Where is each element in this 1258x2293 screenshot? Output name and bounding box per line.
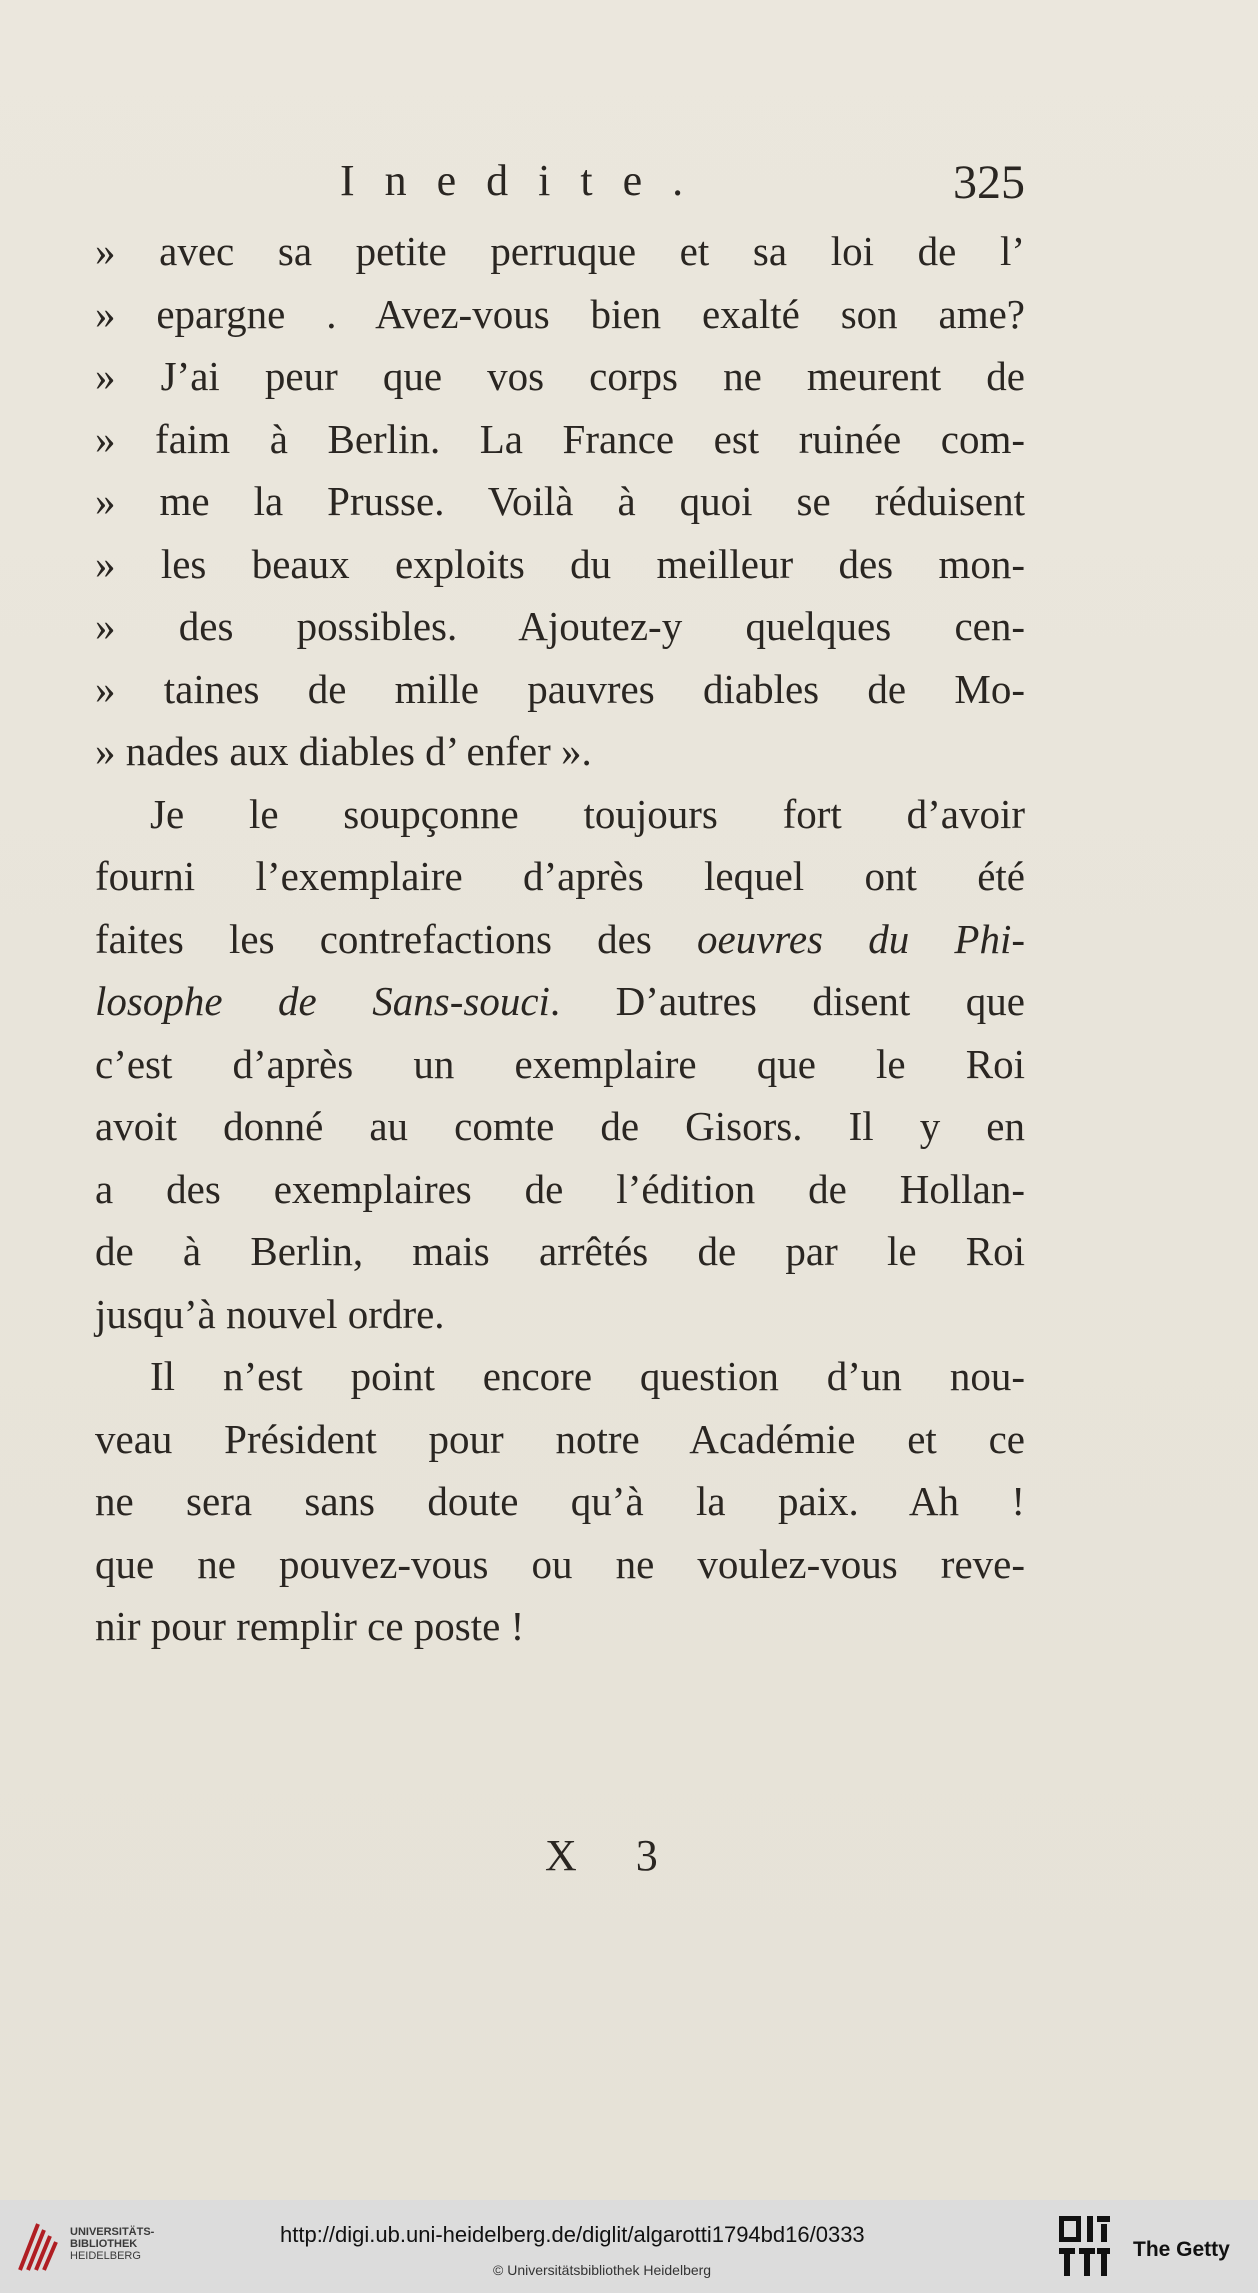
text-line: a des exemplaires de l’édition de Hollan- — [95, 1165, 1025, 1212]
text-line: Il n’est point encore question d’un nou- — [150, 1353, 1025, 1399]
text-line — [95, 970, 1025, 1033]
text-line: c’est d’après un exemplaire que le Roi — [95, 1040, 1025, 1087]
text-line: Je le soupçonne toujours fort d’avoir — [150, 790, 1025, 837]
university-library-logo-icon — [14, 2216, 64, 2276]
page-header — [95, 155, 1025, 215]
text-line: » epargne . Avez-vous bien exalté son ame? — [95, 290, 1025, 337]
text-line: ne sera sans doute qu’à la paix. Ah ! — [95, 1478, 1025, 1524]
body-text — [95, 220, 1025, 1658]
text-line: » nades aux diables d’ enfer ». — [95, 728, 592, 774]
running-head: Inedite. — [340, 156, 714, 205]
italic-title: oeuvres du Phi- — [697, 915, 1025, 962]
text-line — [95, 908, 1025, 971]
text-line: fourni l’exemplaire d’après lequel ont été — [95, 853, 1025, 899]
text-line: » avec sa petite perruque et sa loi de l’ — [95, 228, 1025, 274]
copyright-notice: © Universitätsbibliothek Heidelberg — [493, 2262, 712, 2278]
text-line: avoit donné au comte de Gisors. Il y en — [95, 1103, 1025, 1149]
text-line: de à Berlin, mais arrêtés de par le Roi — [95, 1228, 1025, 1274]
text-line: jusqu’à nouvel ordre. — [95, 1290, 445, 1337]
text-line: » des possibles. Ajoutez-y quelques cen- — [95, 603, 1025, 649]
source-url-link[interactable]: http://digi.ub.uni-heidelberg.de/diglit/algarotti1794bd16/0333 — [280, 2222, 865, 2247]
text-line: que ne pouvez-vous ou ne voulez-vous reve- — [95, 1540, 1025, 1587]
text-line: » J’ai peur que vos corps ne meurent de — [95, 353, 1025, 399]
university-library-name — [70, 2226, 154, 2262]
text-line: » taines de mille pauvres diables de Mo- — [95, 665, 1025, 712]
text-segment: . D’autres disent que — [549, 978, 1025, 1024]
signature-mark: X 3 — [545, 1831, 682, 1880]
italic-title: losophe de Sans-souci — [95, 978, 550, 1024]
page-number: 325 — [953, 156, 1025, 209]
partner-name: The Getty — [1133, 2238, 1230, 2261]
getty-logo-icon — [1057, 2214, 1112, 2278]
text-line: nir pour remplir ce poste ! — [95, 1603, 525, 1649]
text-line: » les beaux exploits du meilleur des mon- — [95, 540, 1025, 587]
logo-line-3: HEIDELBERG — [70, 2250, 141, 2262]
footer-bar — [0, 2200, 1258, 2293]
logo-line-1: UNIVERSITÄTS- — [70, 2226, 155, 2238]
text-line: » faim à Berlin. La France est ruinée com- — [95, 415, 1025, 462]
text-line: veau Président pour notre Académie et ce — [95, 1415, 1025, 1462]
logo-line-2: BIBLIOTHEK — [70, 2238, 138, 2250]
text-segment: faites les contrefactions des — [95, 915, 698, 962]
text-line: » me la Prusse. Voilà à quoi se réduisent — [95, 478, 1025, 524]
